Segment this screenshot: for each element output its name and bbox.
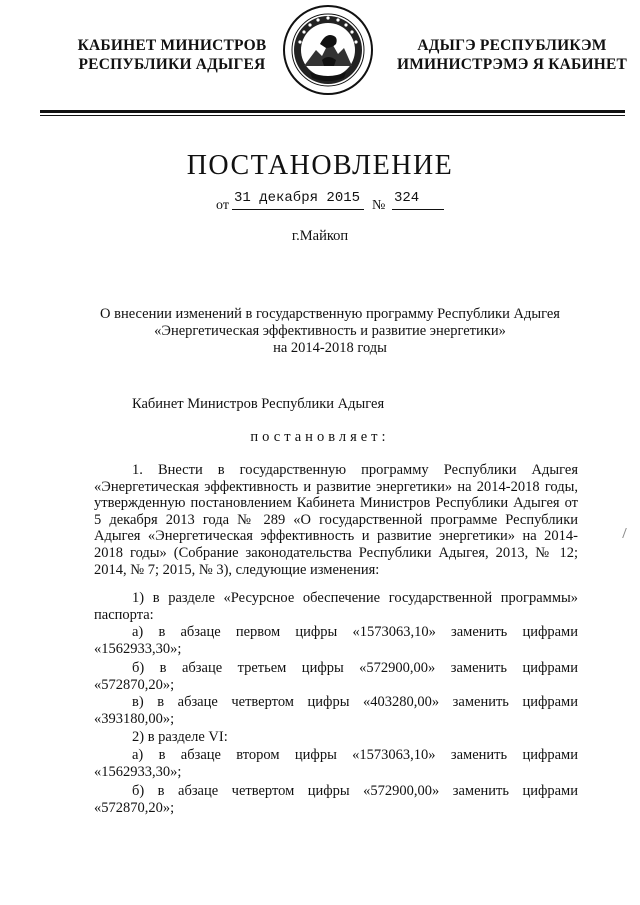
paragraph-7-text: а) в абзаце втором цифры «1573063,10» заменить цифрами «1562933,30»; — [94, 747, 578, 780]
paragraph-5 — [94, 694, 578, 727]
header-org-adyghe — [396, 36, 628, 74]
paragraph-2-text: 1) в разделе «Ресурсное обеспечение государственной программы» паспорта: — [94, 590, 578, 623]
document-city: г.Майкоп — [291, 228, 349, 244]
decree-word: постановляет: — [250, 429, 390, 445]
paragraph-4 — [94, 660, 578, 693]
paragraph-8 — [94, 783, 578, 816]
number-prefix: № — [372, 198, 386, 213]
paragraph-3 — [94, 624, 578, 657]
subject-line1: О внесении изменений в государственную программу Республики Адыгея — [100, 306, 560, 322]
document-date: 31 декабря 2015 — [232, 190, 364, 210]
paragraph-6 — [94, 729, 578, 746]
header-org-russian — [72, 36, 272, 74]
subject-line3: на 2014-2018 годы — [273, 340, 387, 356]
paragraph-7 — [94, 747, 578, 780]
header-divider-thin — [40, 115, 625, 116]
paragraph-3-text: а) в абзаце первом цифры «1573063,10» заменить цифрами «1562933,30»; — [94, 624, 578, 657]
header-right-line2: ИМИНИСТРЭМЭ Я КАБИНЕТ — [396, 56, 628, 73]
issuing-body: Кабинет Министров Республики Адыгея — [132, 396, 385, 412]
header-divider-thick — [40, 110, 625, 113]
paragraph-1-text: 1. Внести в государственную программу Республики Адыгея «Энергетическая эффективность и развитие энергетики» на 2014-2018 годы, утвержденную постановлением Кабинета Министров Республики Адыгея от 5 декабря 2013 года № 289 «О государственной программе Республики Адыгея «Энергетическая эффективность и развитие энергетики» на 2014-2018 годы» (Собрание законодательства Республики Адыгея, 2013, № 12; 2014, № 7; 2015, № 3), следующие изменения: — [94, 462, 578, 578]
paragraph-1 — [94, 462, 578, 578]
paragraph-4-text: б) в абзаце третьем цифры «572900,00» заменить цифрами «572870,20»; — [94, 660, 578, 693]
document-dateline — [0, 190, 640, 214]
date-prefix: от — [216, 198, 229, 213]
paragraph-5-text: в) в абзаце четвертом цифры «403280,00» заменить цифрами «393180,00»; — [94, 694, 578, 727]
document-title: ПОСТАНОВЛЕНИЕ — [186, 150, 454, 181]
paragraph-2 — [94, 590, 578, 623]
header-left-line1: КАБИНЕТ МИНИСТРОВ — [77, 37, 267, 54]
document-subject — [80, 306, 580, 357]
paragraph-6-text: 2) в разделе VI: — [132, 729, 228, 745]
document-number: 324 — [392, 190, 444, 210]
republic-emblem-icon — [282, 4, 374, 96]
margin-pencil-mark — [622, 528, 633, 538]
header-left-line2: РЕСПУБЛИКИ АДЫГЕЯ — [78, 56, 266, 73]
subject-line2: «Энергетическая эффективность и развитие энергетики» — [154, 323, 506, 339]
header-right-line1: АДЫГЭ РЕСПУБЛИКЭМ — [417, 37, 607, 54]
paragraph-8-text: б) в абзаце четвертом цифры «572900,00» заменить цифрами «572870,20»; — [94, 783, 578, 816]
